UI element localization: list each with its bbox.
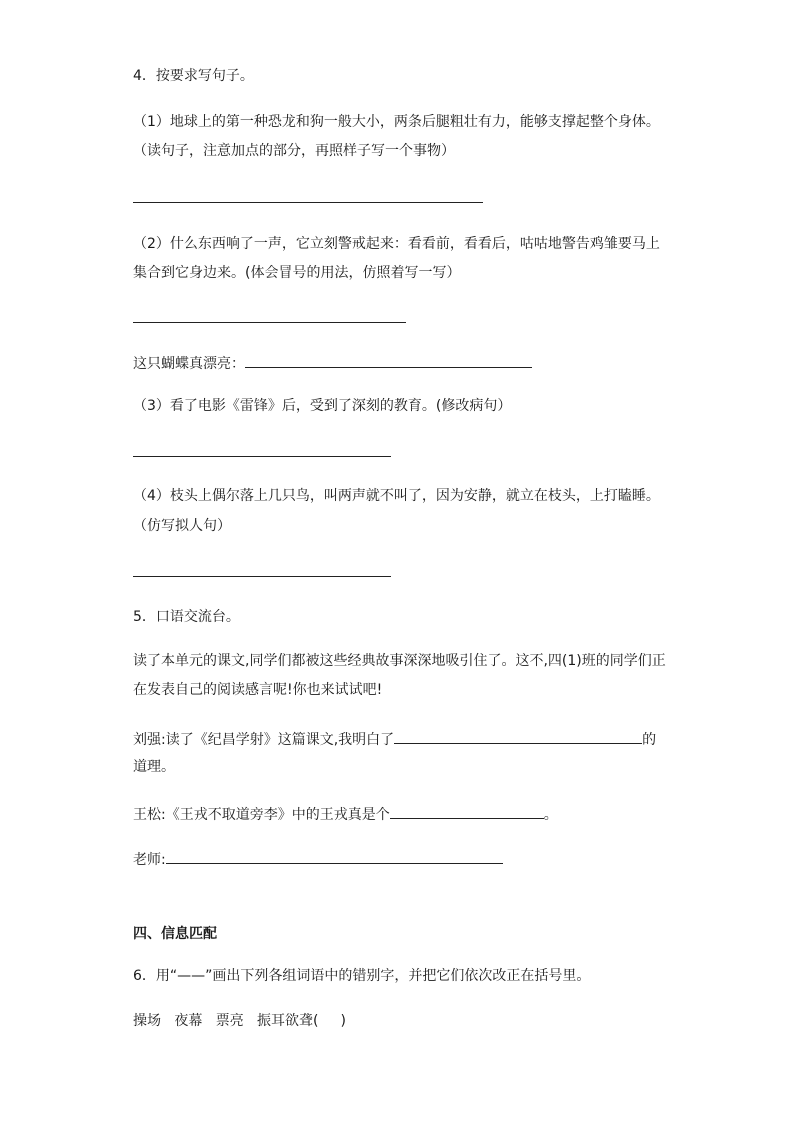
q5-title: 5．口语交流台。 [133, 609, 240, 625]
q4-part2-line1: （2）什么东西响了一声，它立刻警戒起来：看看前，看看后，咕咕地警告鸡雏要马上 [133, 236, 660, 252]
q4-part2-prompt-label: 这只蝴蝶真漂亮： [133, 356, 245, 372]
q4-part4-answer-line[interactable] [133, 576, 391, 577]
q5-liuqiang-line1 [133, 727, 656, 750]
q5-teacher-blank[interactable] [166, 847, 503, 864]
q4-part3-line1: （3）看了电影《雷锋》后，受到了深刻的教育。(修改病句） [133, 398, 512, 414]
q6-close-paren: ) [340, 1013, 346, 1029]
q4-title: 4．按要求写句子。 [133, 68, 254, 84]
q5-teacher-prefix: 老师: [133, 852, 166, 868]
q4-part2-answer-line[interactable] [133, 322, 406, 323]
q5-liuqiang-line2: 道理。 [133, 759, 175, 775]
q5-liuqiang-suffix: 的 [642, 732, 657, 748]
section4-title: 四、信息匹配 [133, 926, 217, 942]
q5-liuqiang-prefix: 刘强:读了《纪昌学射》这篇课文,我明白了 [133, 732, 395, 748]
q5-intro-line2: 在发表自己的阅读感言呢!你也来试试吧! [133, 682, 383, 698]
q4-part2-prompt [133, 351, 532, 374]
q6-title: 6．用“——”画出下列各组词语中的错别字，并把它们依次改正在括号里。 [133, 968, 591, 984]
q4-part4-line2: （仿写拟人句） [133, 518, 231, 534]
q5-wangsong-prefix: 王松:《王戎不取道旁李》中的王戎真是个 [133, 807, 390, 823]
q4-part4-line1: （4）枝头上偶尔落上几只鸟，叫两声就不叫了，因为安静，就立在枝头，上打瞌睡。 [133, 488, 660, 504]
q4-part1-answer-line[interactable] [133, 202, 483, 203]
q5-teacher-line [133, 847, 503, 870]
q5-intro-line1: 读了本单元的课文,同学们都被这些经典故事深深地吸引住了。这不,四(1)班的同学们正 [133, 653, 666, 669]
q6-words: 操场 夜幕 票亮 振耳欲聋( [133, 1013, 319, 1029]
q6-words-line [133, 1011, 346, 1031]
q5-wangsong-line [133, 802, 558, 825]
q5-wangsong-suffix: 。 [543, 807, 558, 823]
q4-part2-prompt-blank[interactable] [245, 351, 532, 368]
q4-part1-line1: （1）地球上的第一种恐龙和狗一般大小，两条后腿粗壮有力，能够支撑起整个身体。 [133, 114, 660, 130]
q5-liuqiang-blank[interactable] [394, 727, 642, 744]
q5-wangsong-blank[interactable] [390, 802, 544, 819]
q4-part2-line2: 集合到它身边来。(体会冒号的用法，仿照着写一写） [133, 265, 461, 281]
q4-part1-line2: （读句子，注意加点的部分，再照样子写一个事物） [133, 143, 455, 159]
q4-part3-answer-line[interactable] [133, 456, 391, 457]
